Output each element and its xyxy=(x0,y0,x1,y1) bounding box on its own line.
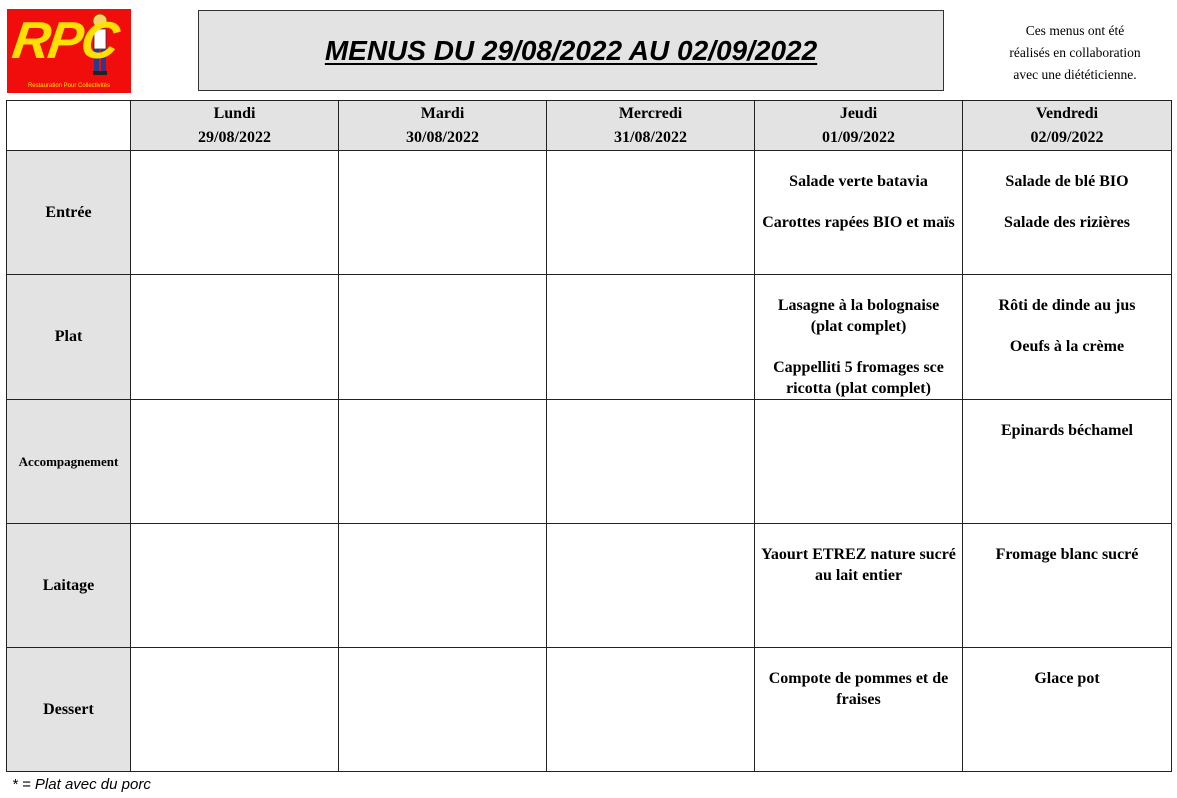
note-line: réalisés en collaboration xyxy=(1009,45,1141,60)
dish-item: Carottes rapées BIO et maïs xyxy=(762,214,955,231)
menu-cell xyxy=(963,524,1172,648)
row-label: Entrée xyxy=(7,151,131,275)
menu-cell xyxy=(131,648,339,772)
note-line: avec une diététicienne. xyxy=(1013,67,1137,82)
day-name: Mercredi xyxy=(618,104,683,122)
menu-cell xyxy=(547,275,755,400)
dietitian-note xyxy=(990,20,1160,86)
dish-item: Lasagne à la bolognaise (plat complet) xyxy=(777,297,940,335)
dish-item: Yaourt ETREZ nature sucré au lait entier xyxy=(761,546,956,584)
day-header-friday xyxy=(963,101,1172,151)
day-name: Lundi xyxy=(213,104,256,122)
row-label: Dessert xyxy=(7,648,131,772)
day-header-monday xyxy=(131,101,339,151)
menu-cell xyxy=(547,151,755,275)
menu-cell xyxy=(755,524,963,648)
day-date: 30/08/2022 xyxy=(406,128,479,146)
day-name: Vendredi xyxy=(1035,104,1099,122)
dish-item: Salade des rizières xyxy=(1004,214,1130,231)
menu-cell xyxy=(755,400,963,524)
menu-cell xyxy=(339,400,547,524)
dish-item: Fromage blanc sucré xyxy=(995,546,1139,563)
day-name: Jeudi xyxy=(839,104,878,122)
menu-row-entree xyxy=(7,151,1172,275)
dish-item: Rôti de dinde au jus xyxy=(998,297,1136,314)
day-header-thursday xyxy=(755,101,963,151)
menu-row-laitage xyxy=(7,524,1172,648)
menu-cell xyxy=(963,275,1172,400)
menu-table xyxy=(6,100,1172,772)
menu-cell xyxy=(547,400,755,524)
menu-cell xyxy=(339,151,547,275)
menu-cell xyxy=(131,400,339,524)
menu-cell xyxy=(131,151,339,275)
dish-item: Cappelliti 5 fromages sce ricotta (plat complet) xyxy=(773,359,944,397)
day-date: 01/09/2022 xyxy=(822,128,895,146)
menu-row-dessert xyxy=(7,648,1172,772)
title-box xyxy=(198,10,944,91)
menu-cell xyxy=(755,648,963,772)
menu-cell xyxy=(755,275,963,400)
row-label: Laitage xyxy=(7,524,131,648)
day-date: 31/08/2022 xyxy=(614,128,687,146)
rpc-logo xyxy=(7,9,131,93)
menu-cell xyxy=(963,151,1172,275)
menu-row-plat xyxy=(7,275,1172,400)
dish-item: Compote de pommes et de fraises xyxy=(768,670,949,708)
note-line: Ces menus ont été xyxy=(1025,23,1125,38)
day-header-wednesday xyxy=(547,101,755,151)
dish-item: Glace pot xyxy=(1034,670,1100,687)
logo-text: RPC xyxy=(8,12,121,70)
menu-cell xyxy=(339,648,547,772)
menu-cell xyxy=(339,275,547,400)
menu-cell xyxy=(963,400,1172,524)
day-date: 02/09/2022 xyxy=(1030,128,1104,146)
header-row xyxy=(7,101,1172,151)
menu-cell xyxy=(131,524,339,648)
dish-item: Epinards béchamel xyxy=(1000,422,1133,439)
menu-row-accompagnement xyxy=(7,400,1172,524)
day-header-tuesday xyxy=(339,101,547,151)
footnote: * = Plat avec du porc xyxy=(12,776,151,793)
menu-cell xyxy=(547,524,755,648)
menu-cell xyxy=(755,151,963,275)
corner-cell xyxy=(7,101,131,151)
dish-item: Salade de blé BIO xyxy=(1005,173,1129,190)
menu-cell xyxy=(547,648,755,772)
logo-subtitle: Restauration Pour Collectivités xyxy=(27,83,111,89)
dish-item: Salade verte batavia xyxy=(789,173,928,190)
menu-cell xyxy=(131,275,339,400)
menu-cell xyxy=(963,648,1172,772)
menu-cell xyxy=(339,524,547,648)
day-name: Mardi xyxy=(420,104,465,122)
row-label: Plat xyxy=(7,275,131,400)
dish-item: Oeufs à la crème xyxy=(1009,338,1125,355)
row-label: Accompagnement xyxy=(7,400,131,524)
day-date: 29/08/2022 xyxy=(198,128,271,146)
page-title: MENUS DU 29/08/2022 AU 02/09/2022 xyxy=(324,34,818,66)
